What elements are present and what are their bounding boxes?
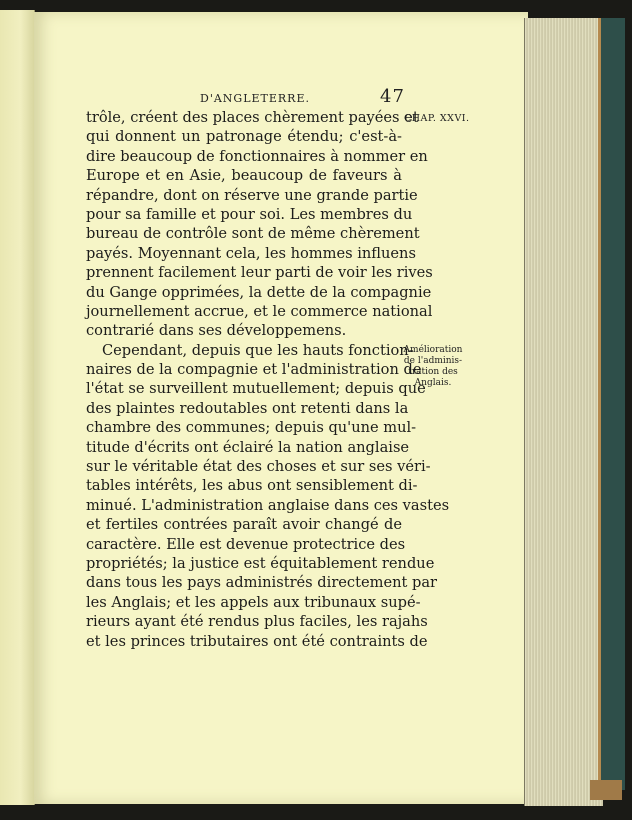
text-line: sur le véritable état des choses et sur ses véri- — [86, 458, 431, 476]
text-line: prennent facilement leur parti de voir les rives — [86, 264, 433, 282]
page-number: 47 — [380, 86, 405, 107]
text-line: journellement accrue, et le commerce national — [86, 302, 433, 320]
text-line: et fertiles contrées paraît avoir changé de — [86, 516, 402, 534]
text-line: l'état se surveillent mutuellement; depuis que — [86, 380, 426, 398]
text-line: chambre des communes; depuis qu'une mul- — [86, 419, 417, 437]
text-line: minué. L'administration anglaise dans ces vastes — [86, 496, 450, 514]
text-line: naires de la compagnie et l'administration de — [86, 361, 422, 379]
text-line: pour sa famille et pour soi. Les membres du — [86, 205, 413, 223]
text-line: dans tous les pays administrés directement par — [86, 574, 437, 592]
side-note-line: tration des — [408, 367, 458, 377]
text-line: Cependant, depuis que les hauts fonction- — [102, 341, 414, 359]
text-line: des plaintes redoutables ont retenti dans la — [86, 399, 409, 417]
facing-page-edge — [0, 10, 35, 805]
side-note-line: Anglais. — [414, 378, 452, 388]
text-line: bureau de contrôle sont de même chèrement — [86, 225, 420, 243]
side-note-line: de l'adminis- — [403, 356, 463, 366]
text-line: les Anglais; et les appels aux tribunaux supé- — [86, 593, 421, 611]
text-line: payés. Moyennant cela, les hommes influens — [86, 244, 416, 262]
text-line: contrarié dans ses développemens. — [86, 322, 347, 340]
text-line: du Gange opprimées, la dette de la compagnie — [86, 283, 432, 301]
chapter-marginal-note: CHAP. XXVI. — [404, 113, 470, 124]
text-line: tables intérêts, les abus ont sensiblement di- — [86, 477, 418, 495]
cover-corner — [590, 780, 622, 800]
text-line: Europe et en Asie, beaucoup de faveurs à — [86, 167, 402, 185]
text-line: dire beaucoup de fonctionnaires à nommer en — [86, 147, 428, 165]
text-line: rieurs ayant été rendus plus faciles, les rajahs — [86, 613, 428, 631]
book-cover — [598, 18, 625, 790]
side-note-line: Amélioration — [403, 345, 463, 355]
text-line: et les princes tributaires ont été contraints de — [86, 632, 428, 650]
text-line: trôle, créent des places chèrement payées et — [86, 109, 419, 126]
text-line: titude d'écrits ont éclairé la nation anglaise — [86, 438, 410, 456]
text-line: répandre, dont on réserve une grande partie — [86, 186, 418, 204]
text-line: qui donnent un patronage étendu; c'est-à- — [86, 128, 402, 146]
text-line: caractère. Elle est devenue protectrice des — [86, 535, 406, 553]
running-title: D'ANGLETERRE. — [200, 92, 310, 105]
text-line: propriétés; la justice est équitablement rendue — [86, 554, 435, 572]
page-stack-edge — [524, 18, 603, 806]
paragraph — [86, 108, 433, 341]
